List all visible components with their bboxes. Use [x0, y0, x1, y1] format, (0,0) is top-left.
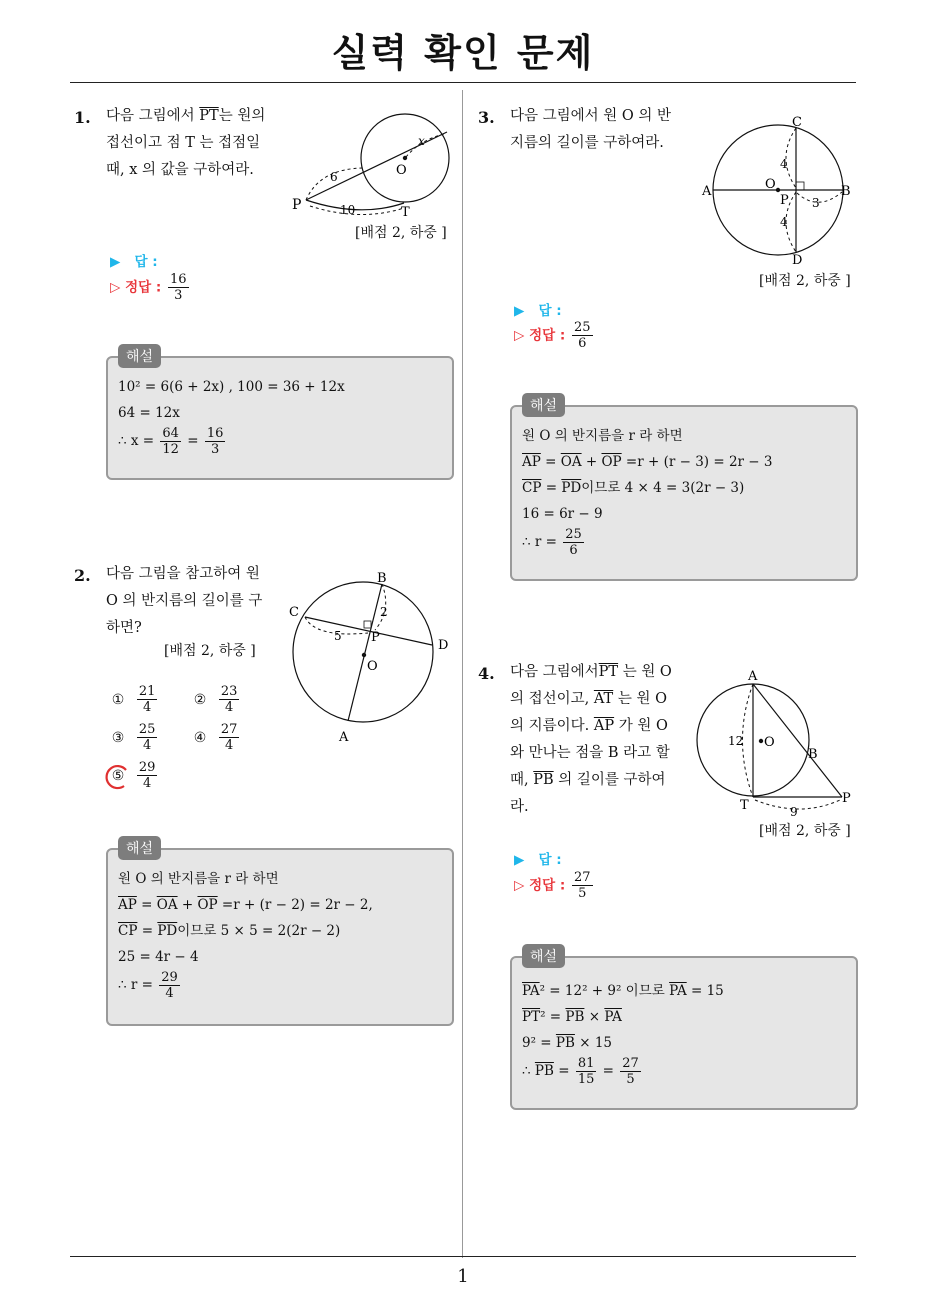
- q2-label-O: O: [367, 659, 378, 674]
- q2-label-C: C: [289, 605, 299, 620]
- q4-text: 다음 그림에서$\overline{PT}$ 는 원 O 의 접선이고, $\overline{AT}$ 는 원 O 의 지름이다. $\overline{AP}$ 가 원 O 와 만나는 점을 B 라고 할 때, $\overline{PB}$ 의 길이를 구하여 라.: [510, 664, 672, 815]
- bottom-rule: [70, 1256, 856, 1257]
- q2-option-3[interactable]: ③ $\frac{25}{4}$: [111, 722, 156, 753]
- q3-label-P: P: [780, 193, 789, 208]
- q1-meta: [배점 2, 하중 ]: [355, 225, 447, 241]
- q3-label-3: 3: [812, 196, 820, 210]
- q4-label-P: P: [842, 791, 851, 806]
- q2-option-2[interactable]: ② $\frac{23}{4}$: [193, 684, 238, 715]
- q4-label-9: 9: [790, 805, 798, 819]
- q1-correct-row: ▷ 정답 : $\frac{16}{3}$: [110, 272, 187, 303]
- segment-label: $\overline{PT}$: [199, 108, 219, 124]
- q1-solution: 10² = 6(6 + 2x) , 100 = 36 + 12x 64 = 12x ∴ x = $\frac{64}{12}$ = $\frac{16}{3}$: [118, 379, 345, 457]
- q1-label-x: x: [418, 134, 425, 148]
- selected-answer-circle-icon: [102, 762, 132, 792]
- q2-label-2: 2: [380, 605, 388, 619]
- q1-label-P: P: [292, 197, 302, 213]
- q3-label-C: C: [792, 115, 802, 130]
- q2-figure: [286, 566, 456, 746]
- q3-solution-tag: 해설: [522, 393, 565, 417]
- q1-text: 다음 그림에서 $\overline{PT}$는 원의 접선이고 점 T 는 접점일 때, x 의 값을 구하여라.: [106, 108, 266, 178]
- q4-solution: $\overline{PA}^2 = 12^2 + 9^2$ 이므로 $\overline{PA} = 15$ $\overline{PT}^2 = \overline{PB} \times \overline{PA}$ $9^2 = \overline{PB} \times 15$ ∴ $\overline{PB}$ = $\frac{81}{15}$ = $\frac{27}{5}$: [522, 983, 724, 1087]
- q3-label-O: O: [765, 177, 776, 192]
- q4-label-12: 12: [728, 734, 744, 748]
- q3-figure: [700, 112, 860, 272]
- q3-correct-row: ▷ 정답 : $\frac{25}{6}$: [514, 320, 591, 351]
- q2-label-B: B: [377, 571, 387, 586]
- q1-figure: [288, 108, 458, 220]
- outline-play-icon: ▷: [514, 327, 525, 344]
- q2-label-D: D: [438, 638, 449, 653]
- q1-answer-row: ▶ 답 :: [110, 254, 158, 270]
- q4-number: 4.: [478, 664, 495, 683]
- outline-play-icon: ▷: [110, 279, 121, 296]
- page-number: 1: [457, 1266, 469, 1287]
- q3-label-A: A: [702, 184, 712, 199]
- play-icon: ▶: [110, 254, 121, 270]
- q3-answer-row: ▶ 답 :: [514, 303, 562, 319]
- column-divider: [462, 90, 463, 1258]
- q2-option-4[interactable]: ④ $\frac{27}{4}$: [193, 722, 238, 753]
- q2-meta: [배점 2, 하중 ]: [164, 643, 256, 659]
- q3-label-4-bottom: 4: [780, 215, 788, 229]
- outline-play-icon: ▷: [514, 877, 525, 894]
- q2-label-5: 5: [334, 629, 342, 643]
- q1-solution-tag: 해설: [118, 344, 161, 368]
- q1-label-O: O: [396, 163, 407, 178]
- q2-label-A: A: [339, 730, 349, 745]
- q2-solution-tag: 해설: [118, 836, 161, 860]
- q1-label-6: 6: [330, 170, 338, 184]
- q2-solution: 원 O 의 반지름을 r 라 하면 $\overline{AP} = \overline{OA} + \overline{OP} =r + (r - 2) = 2r - 2$, $\overline{CP} = \overline{PD}$이므로 5 × 5 = 2(2r − 2) 25 = 4r − 4 ∴ r = $\frac{29}{4}$: [118, 871, 373, 1001]
- q3-text: 다음 그림에서 원 O 의 반 지름의 길이를 구하여라.: [510, 108, 671, 151]
- q3-label-D: D: [792, 253, 803, 268]
- q3-meta: [배점 2, 하중 ]: [759, 273, 851, 289]
- q2-option-5[interactable]: ⑤ $\frac{29}{4}$: [111, 760, 156, 791]
- q2-number: 2.: [74, 566, 91, 585]
- q1-label-10: 10: [340, 203, 356, 217]
- play-icon: ▶: [514, 852, 525, 868]
- q4-correct-row: ▷ 정답 : $\frac{27}{5}$: [514, 870, 591, 901]
- q3-solution: 원 O 의 반지름을 r 라 하면 $\overline{AP} = \overline{OA} + \overline{OP} =r + (r - 3) = 2r - 3$ $\overline{CP} = \overline{PD}$이므로 4 × 4 = 3(2r − 3) 16 = 6r − 9 ∴ r = $\frac{25}{6}$: [522, 428, 773, 558]
- top-rule: [70, 82, 856, 83]
- q2-label-P: P: [371, 630, 380, 645]
- q3-label-B: B: [841, 184, 851, 199]
- q4-label-T: T: [740, 798, 749, 813]
- page-title: 실력 확인 문제: [331, 31, 595, 75]
- q4-answer-row: ▶ 답 :: [514, 852, 562, 868]
- q3-label-4-top: 4: [780, 157, 788, 171]
- play-icon: ▶: [514, 303, 525, 319]
- q4-label-O: O: [764, 735, 775, 750]
- q1-number: 1.: [74, 108, 91, 127]
- q2-text: 다음 그림을 참고하여 원 O 의 반지름의 길이를 구 하면?: [106, 566, 263, 636]
- q3-number: 3.: [478, 108, 495, 127]
- q1-label-T: T: [401, 205, 410, 220]
- q4-solution-tag: 해설: [522, 944, 565, 968]
- q2-option-1[interactable]: ① $\frac{21}{4}$: [111, 684, 156, 715]
- q4-figure: [692, 664, 862, 820]
- q4-meta: [배점 2, 하중 ]: [759, 823, 851, 839]
- q4-label-B: B: [808, 747, 818, 762]
- q4-label-A: A: [748, 669, 758, 684]
